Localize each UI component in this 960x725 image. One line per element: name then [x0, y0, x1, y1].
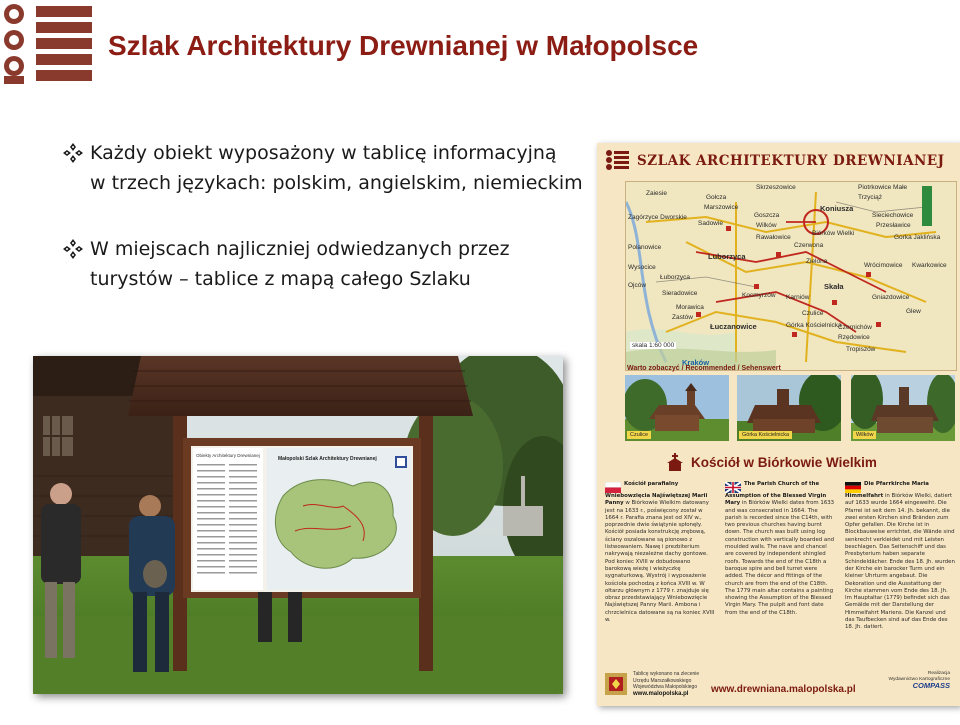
- poster-header: [597, 143, 960, 179]
- map-label: Czernichów: [838, 324, 872, 331]
- recommended-photo: [851, 375, 955, 441]
- description-text: [605, 481, 715, 624]
- page-title: Szlak Architektury Drewnianej w Małopolsce: [108, 30, 699, 61]
- region-crest-icon: [605, 673, 627, 695]
- map-label: Kraków: [682, 358, 710, 367]
- recommended-caption: Górka Kościelnicka: [739, 431, 792, 439]
- bullet-text: [90, 138, 583, 198]
- poster-title: SZLAK ARCHITEKTURY DREWNIANEJ: [637, 153, 945, 169]
- map-label: Górka Kościelnicka: [786, 322, 842, 329]
- map-label: Zielona: [806, 258, 828, 265]
- map-label: Skrzeszowice: [756, 184, 796, 191]
- map-label: Łuczanowice: [710, 322, 757, 331]
- map-label: Rzędowice: [838, 334, 870, 341]
- recommended-caption: Czulice: [627, 431, 651, 439]
- board-map-title: Małopolski Szlak Architektury Drewnianej: [278, 456, 377, 462]
- map-label: Sieradowice: [662, 290, 698, 297]
- map-label: Zagórzyce Dworskie: [628, 214, 687, 221]
- map-label: Goszcza: [754, 212, 780, 219]
- footer-url-link[interactable]: www.drewniana.malopolska.pl: [711, 684, 856, 695]
- map-label: Rawałowice: [756, 234, 791, 241]
- map-label: Skała: [824, 282, 844, 291]
- board-photo: [33, 356, 563, 694]
- description-text: [725, 481, 835, 617]
- bullet-item: [62, 234, 592, 294]
- map-label: Kocmyrzów: [742, 292, 776, 299]
- church-icon: [667, 453, 683, 471]
- info-poster: [597, 143, 960, 706]
- description-columns: [605, 481, 955, 661]
- map-label: Przesławice: [876, 222, 911, 229]
- description-body: w Biórkowie Wielkim datowany jest na 1633 r., poświęcony został w 1664 r. Parafia znana jest od XIV w., poprzednie dwie świątynie spłonęły. Kościół posiada konstrukcję zrębową, ściany oszalowane są pionowo z listwowaniem. Nawę i prezbiterium nakrywają niezależne dachy gontowe. Pod koniec XVIII w dobudowano barokową wieżę i wieżyczkę sygnaturkową. Wystrój i wyposażenie kościoła pochodzą z końca XVIII w. W ołtarzu głównym z 1779 r. znajduje się obraz przedstawiający Wniebowzięcie Najświętszej Panny Marii. Ambona i chrzcielnica datowane są na koniec XVIII w.: [605, 500, 715, 624]
- description-body: in Biórków Wielki, datiert auf 1633 wurde 1664 eingeweiht. Die Pfarrei ist seit dem 14. Jh. bekannt, die zwei ersten Kirchen sind Bränden zum Opfer gefallen. Die Kirche ist in Blockbauweise errichtet, die Wände sind senkrecht verkleidet und mit Leisten beschlagen. Das Seitenschiff und das Presbyterium haben separate Schindeldächer. Ende des 18. Jh. wurden der Kirche ein barocker Turm und ein kleiner Uhrturm angebaut. Die Dekoration und die Ausstattung der Kirche stammen vom Ende des 18. Jh. Im Hauptaltar (1779) befindet sich das Gemälde mit der Darstellung der Himmelfahrt Mariens. Die Kanzel und das Taufbecken sind auf das Ende des 18. Jh. datiert.: [845, 493, 955, 631]
- diamond-bullet-icon: [62, 238, 84, 260]
- footer-left: [633, 671, 699, 697]
- recommended-photos: [625, 375, 955, 441]
- map-label: Czulice: [802, 310, 824, 317]
- description-column-pl: [605, 481, 715, 624]
- recommended-caption: Wilków: [853, 431, 876, 439]
- map-label: Zastów: [672, 314, 693, 321]
- recommended-photo: [625, 375, 729, 441]
- description-column-de: [845, 481, 955, 632]
- church-title: Kościół w Biórkowie Wielkim: [691, 454, 877, 470]
- map-label: Zaiesie: [646, 190, 667, 197]
- recommended-label: Warto zobaczyć / Recommended / Sehenswert: [627, 365, 781, 372]
- description-text: [845, 481, 955, 632]
- map-label: Marszowice: [704, 204, 739, 211]
- wooden-logo-icon: [0, 0, 92, 92]
- footer-right-line: Wydawnictwo Kartograficzne: [888, 677, 950, 683]
- map-label: Wysocice: [628, 264, 656, 271]
- map-label: Polanowice: [628, 244, 662, 251]
- map-label: Sieciechowice: [872, 212, 914, 219]
- map-label: Luborzyca: [708, 252, 746, 261]
- map-label: Łuborzyca: [660, 274, 690, 281]
- bullet-line: Każdy obiekt wyposażony w tablicę informacyjną: [90, 142, 557, 164]
- footer-left-line: Tablicę wykonano na zlecenie: [633, 671, 700, 677]
- poster-footer: [597, 665, 960, 706]
- map-label: Ojców: [628, 282, 647, 289]
- bullet-line: W miejscach najliczniej odwiedzanych przez: [90, 238, 510, 260]
- footer-right-line: Realizacja: [927, 671, 950, 676]
- board-left-title: Obiekty Architektury Drewnianej: [196, 453, 260, 458]
- bullet-line: turystów – tablice z mapą całego Szlaku: [90, 268, 471, 290]
- map-label: Trzyciąż: [858, 194, 882, 201]
- footer-left-url[interactable]: www.malopolska.pl: [633, 690, 689, 697]
- flag-icon: [725, 482, 741, 493]
- footer-right: [888, 671, 950, 690]
- footer-left-line: Urzędu Marszałkowskiego: [633, 677, 692, 684]
- bullet-list: [62, 138, 592, 330]
- map-scale: skala 1:60 000: [632, 342, 675, 349]
- description-heading: Kościół parafialny Wniebowzięcia Najświętszej Marii Panny: [605, 481, 708, 507]
- map-label: Wrócimowice: [864, 262, 903, 269]
- map-label: Sadowie: [698, 220, 723, 227]
- wooden-logo-icon: [605, 149, 629, 173]
- map-label: Gorka Jaklińska: [894, 234, 941, 241]
- map-label: Biórków Wielki: [812, 230, 855, 237]
- footer-left-line: Województwa Małopolskiego: [633, 684, 698, 690]
- description-body: in Biórków Wielki dates from 1633 and was consecrated in 1664. The parish is recorded since the C14th, with two previous churches having burnt down. The church was built using log construction with vertically boarded and moulded walls. The nave and chancel are covered by independent shingled roofs. Towards the end of the C18th a baroque spire and bell turret were added. The décor and fittings of the church are from the end of the C18th. The 1779 main altar contains a painting showing the Assumption of the Blessed Virgin Mary. The pulpit and font date from the end of the C18th.: [725, 500, 835, 616]
- map-label: Gniazdowice: [872, 294, 910, 301]
- map-label: Kwarkowice: [912, 262, 947, 269]
- recommended-photo: [737, 375, 841, 441]
- trail-map: [625, 181, 957, 371]
- map-label: Piotrkowice Małe: [858, 184, 908, 191]
- flag-icon: [605, 482, 621, 493]
- map-label: Karniów: [786, 294, 810, 301]
- map-label: Czerwona: [794, 242, 824, 249]
- flag-icon: [845, 482, 861, 493]
- map-label: Wilków: [756, 222, 777, 229]
- compass-logo: COMPASS: [912, 681, 950, 691]
- map-label: Tropiszów: [846, 346, 876, 353]
- map-label: Morawica: [676, 304, 704, 311]
- description-heading: Die Pfarrkirche Maria Himmelfahrt: [845, 481, 929, 499]
- board-photo-illustration: [33, 356, 563, 694]
- bullet-item: [62, 138, 592, 198]
- church-header: [667, 453, 877, 471]
- map-label: Glew: [906, 308, 921, 315]
- map-label: Koniusza: [820, 204, 854, 213]
- description-column-en: [725, 481, 835, 617]
- bullet-line: w trzech językach: polskim, angielskim, niemieckim: [90, 172, 583, 194]
- map-label: Gołcza: [706, 194, 727, 201]
- diamond-bullet-icon: [62, 142, 84, 164]
- bullet-text: [90, 234, 510, 294]
- description-heading: The Parish Church of the Assumption of the Blessed Virgin Mary: [725, 481, 827, 507]
